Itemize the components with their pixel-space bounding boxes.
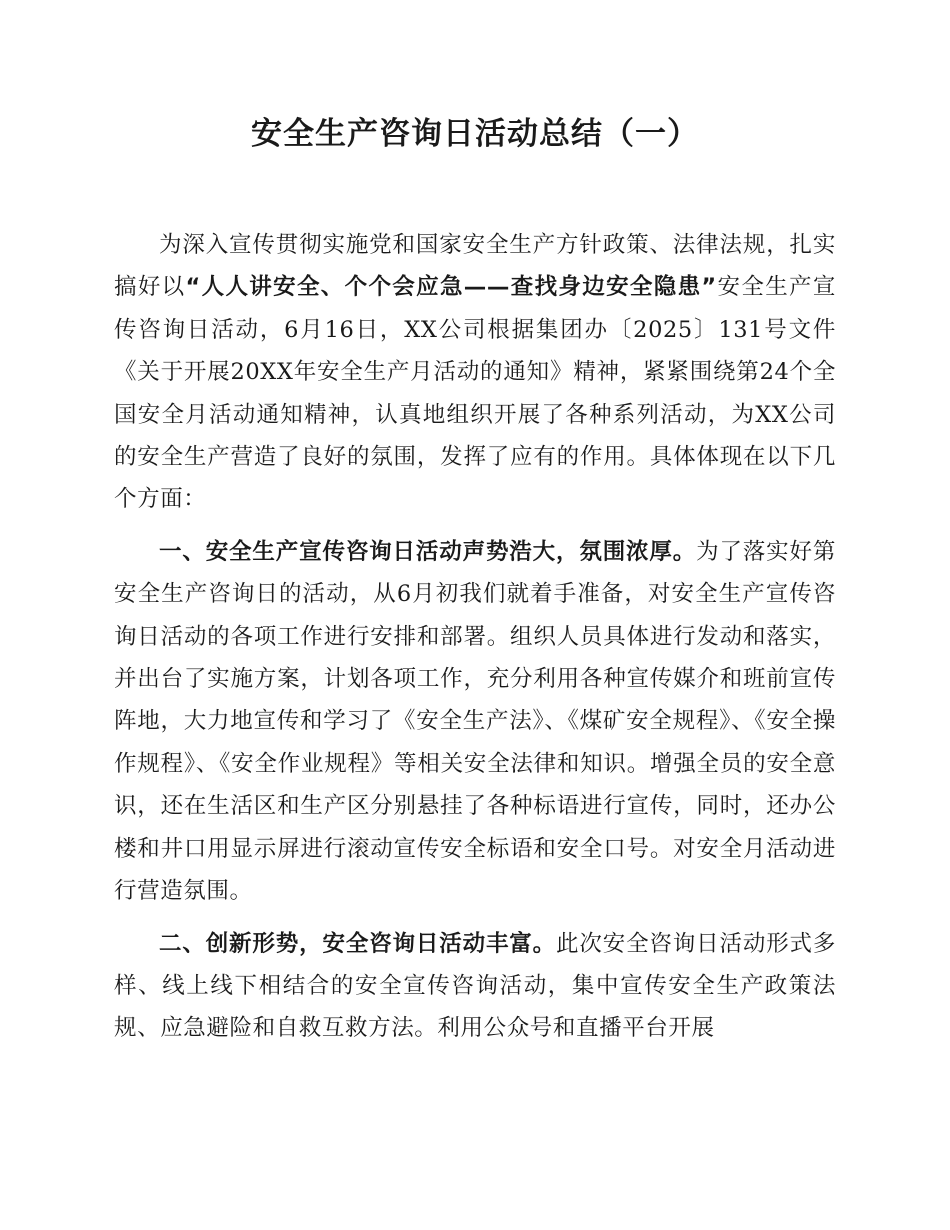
paragraph-intro <box>114 224 836 521</box>
document-body <box>114 224 836 1050</box>
intro-text-start: 为深入宣传贯彻实施党和国家安全生产方针政策、法律法规，扎实搞好以 <box>114 232 836 301</box>
paragraph-section-two <box>114 923 836 1050</box>
document-title: 安全生产咨询日活动总结（一） <box>251 116 699 152</box>
section-one-heading: 一、安全生产宣传咨询日活动声势浩大，氛围浓厚。 <box>159 538 697 565</box>
section-one-text: 为了落实好第安全生产咨询日的活动，从6月初我们就着手准备，对安全生产宣传咨询日活动的各项工作进行安排和部署。组织人员具体进行发动和落实，并出台了实施方案，计划各项工作，充分利用各种宣传媒介和班前宣传阵地，大力地宣传和学习了《安全生产法》、《煤矿安全规程》、《安全操作规程》、《安全作业规程》等相关安全法律和知识。增强全员的安全意识，还在生活区和生产区分别悬挂了各种标语进行宣传，同时，还办公楼和井口用显示屏进行滚动宣传安全标语和安全口号。对安全月活动进行营造氛围。 <box>114 538 836 905</box>
paragraph-section-one <box>114 531 836 913</box>
activity-theme-emphasis: “人人讲安全、个个会应急——查找身边安全隐患” <box>185 274 717 301</box>
section-two-text: 此次安全咨询日活动形式多样、线上线下相结合的安全宣传咨询活动，集中宣传安全生产政策法规、应急避险和自救互救方法。利用公众号和直播平台开展 <box>114 930 837 1042</box>
intro-text-end: 安全生产宣传咨询日活动，6月16日，XX公司根据集团办〔2025〕131号文件《关于开展20XX年安全生产月活动的通知》精神，紧紧围绕第24个全国安全月活动通知精神，认真地组织开展了各种系列活动，为XX公司的安全生产营造了良好的氛围，发挥了应有的作用。具体体现在以下几个方面： <box>114 274 836 513</box>
section-two-heading: 二、创新形势，安全咨询日活动丰富。 <box>159 930 557 957</box>
